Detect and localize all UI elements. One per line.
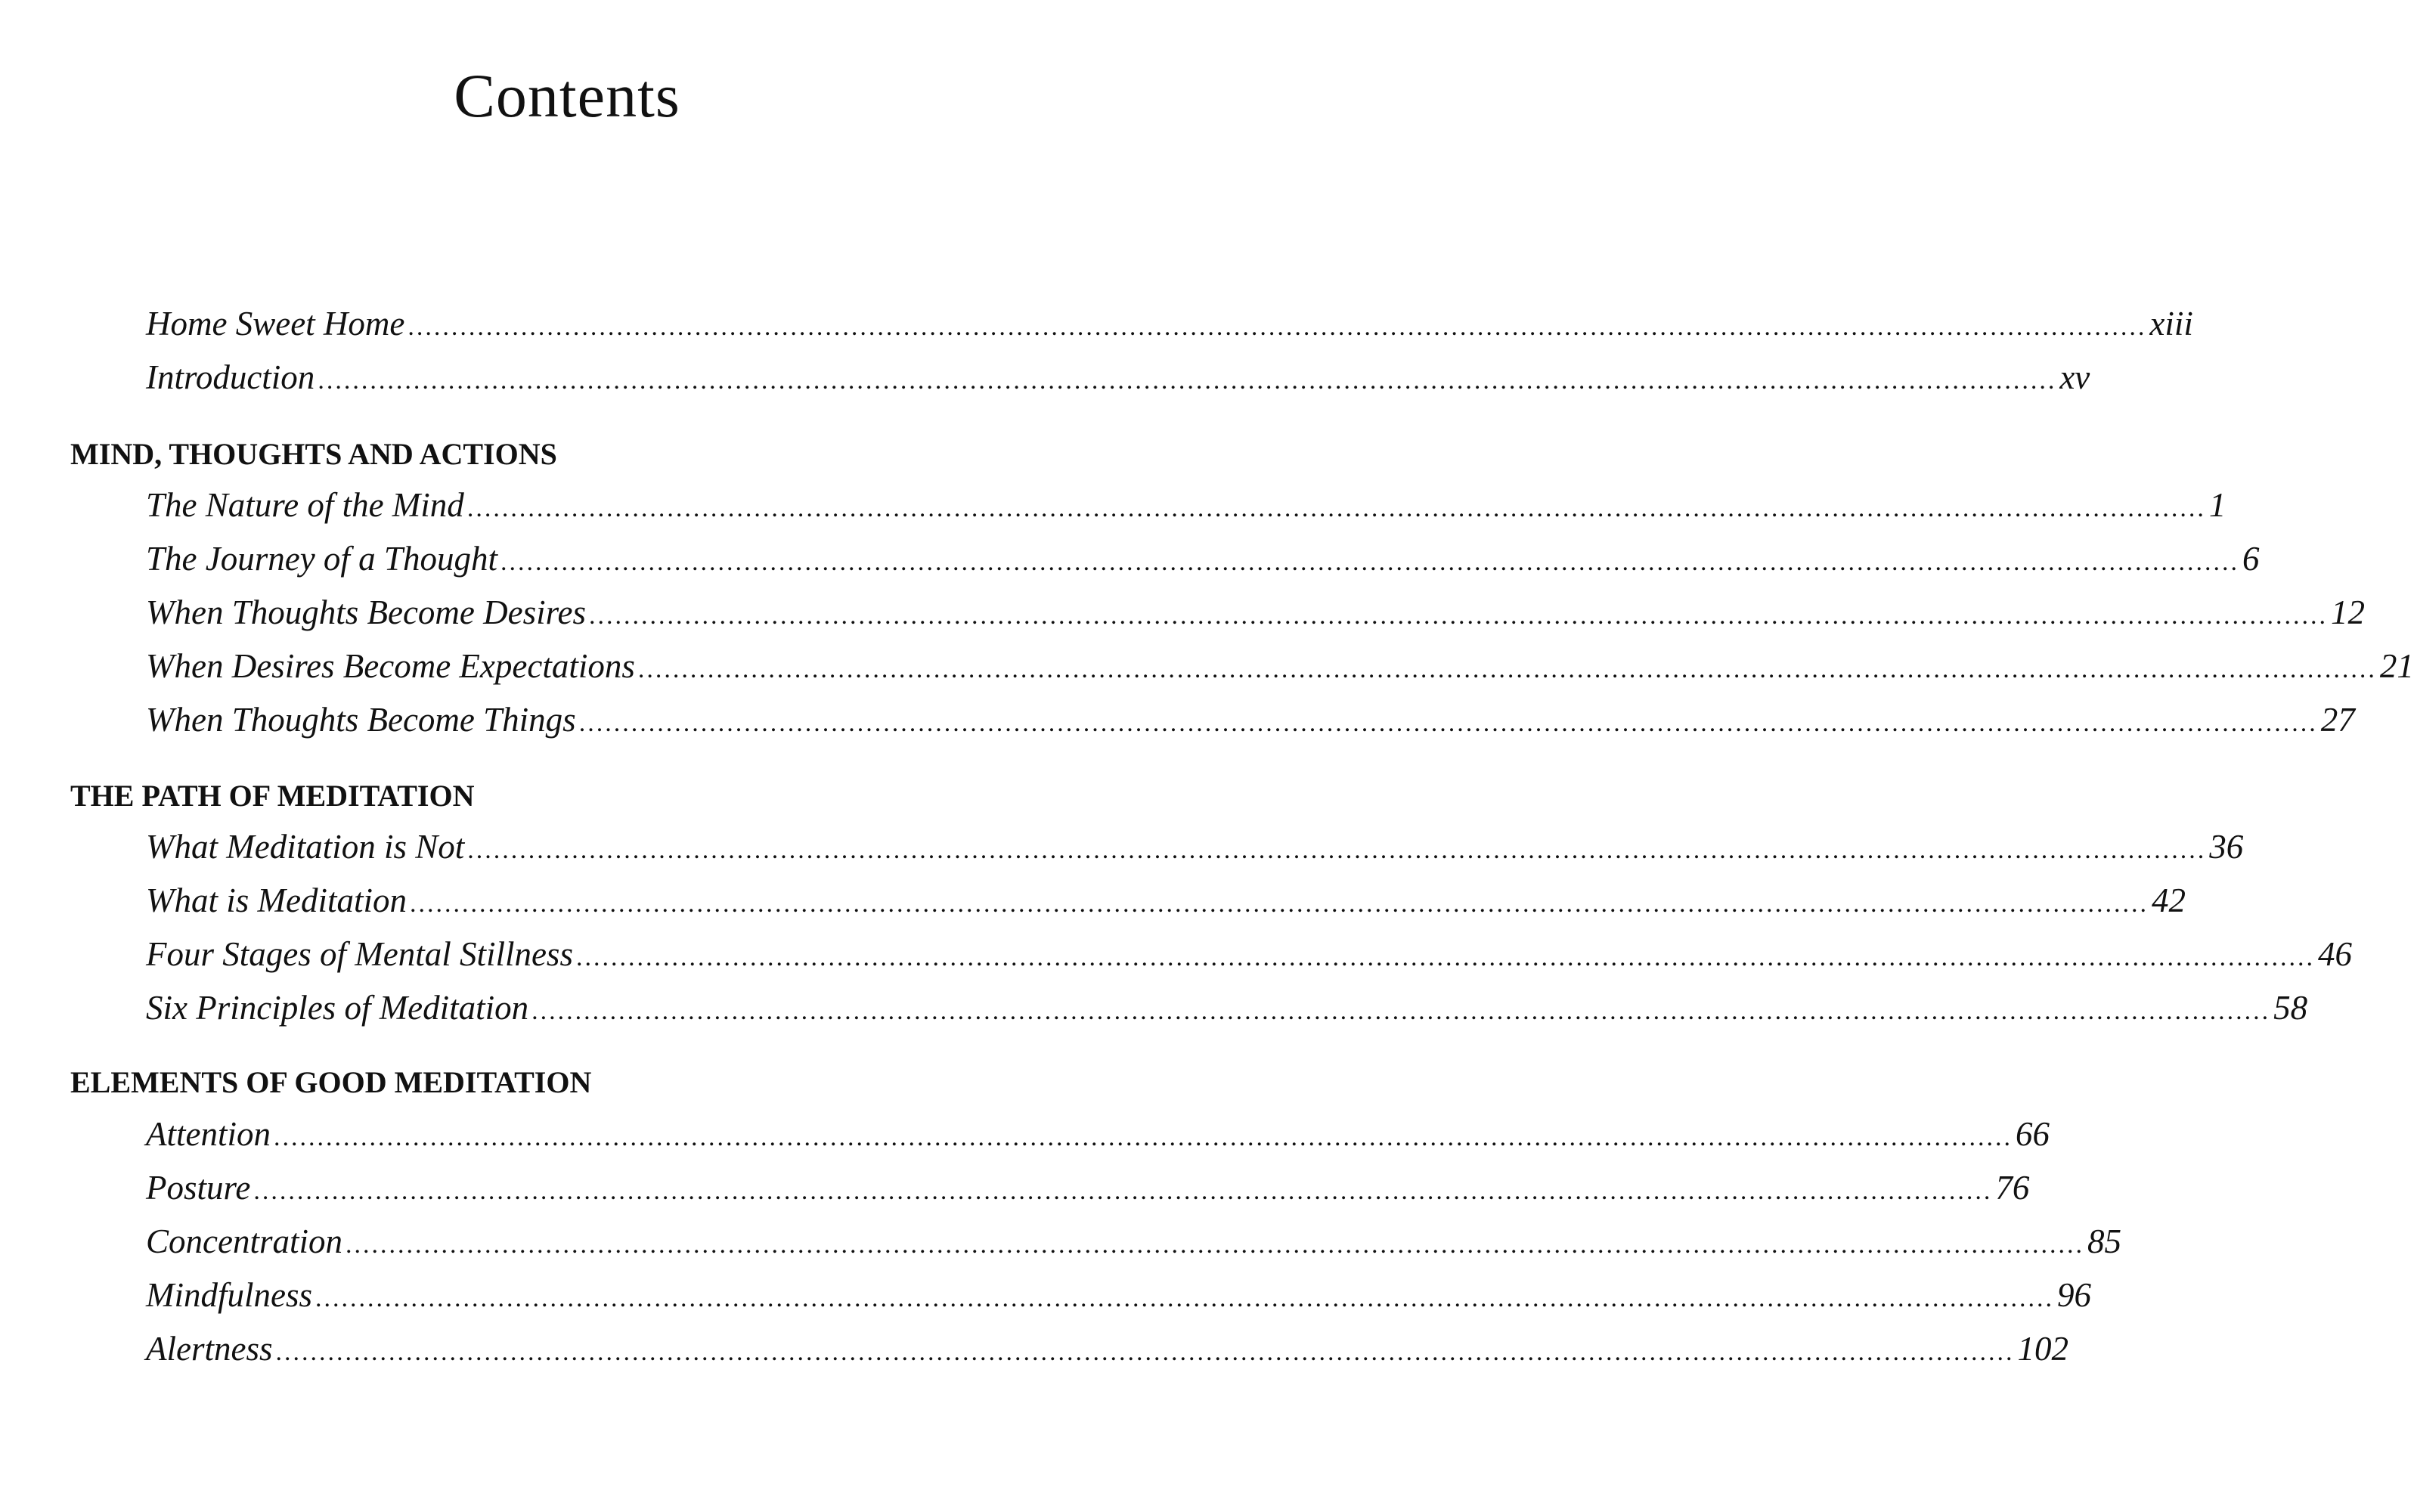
toc-entry[interactable] — [146, 646, 2414, 689]
dot-leader: ........................................................................................................................................................................................................ — [637, 655, 2377, 683]
toc-entry-page: 102 — [2017, 1330, 2068, 1368]
toc-entry-title: Four Stages of Mental Stillness — [146, 935, 573, 973]
toc-entry-page: 6 — [2242, 540, 2260, 578]
toc-entry-page: 85 — [2087, 1222, 2121, 1260]
toc-entry-page: 76 — [1995, 1169, 2030, 1207]
page-title: Contents — [454, 61, 680, 130]
dot-leader: ........................................................................................................................................................................................................ — [273, 1123, 2013, 1151]
dot-leader: ........................................................................................................................................................................................................ — [315, 1284, 2054, 1312]
toc-entry-page: 66 — [2015, 1115, 2050, 1153]
dot-leader: ........................................................................................................................................................................................................ — [253, 1177, 1993, 1205]
toc-entry-title: Alertness — [146, 1330, 273, 1368]
toc-entry-title: What is Meditation — [146, 881, 407, 919]
dot-leader: ........................................................................................................................................................................................................ — [318, 367, 2057, 395]
dot-leader: ........................................................................................................................................................................................................ — [345, 1231, 2084, 1259]
toc-entry[interactable] — [146, 485, 2227, 528]
toc-entry-home-sweet-home[interactable] — [146, 304, 2193, 346]
toc-entry[interactable] — [146, 539, 2260, 581]
toc-entry-title: Attention — [146, 1115, 271, 1153]
toc-entry[interactable] — [146, 1329, 2068, 1371]
toc-entry[interactable] — [146, 934, 2352, 977]
dot-leader: ........................................................................................................................................................................................................ — [407, 313, 2147, 341]
toc-entry-title: Concentration — [146, 1222, 342, 1260]
dot-leader: ........................................................................................................................................................................................................ — [575, 943, 2315, 971]
section-heading: ELEMENTS OF GOOD MEDITATION — [70, 1065, 592, 1099]
toc-entry[interactable] — [146, 827, 2244, 869]
toc-entry-page: 1 — [2208, 486, 2227, 524]
toc-entry-title: When Thoughts Become Desires — [146, 593, 586, 631]
toc-entry-page: 42 — [2151, 881, 2186, 919]
dot-leader: ........................................................................................................................................................................................................ — [409, 890, 2149, 918]
dot-leader: ........................................................................................................................................................................................................ — [588, 602, 2328, 630]
toc-entry-title: When Desires Become Expectations — [146, 647, 635, 685]
toc-entry-title: The Journey of a Thought — [146, 540, 497, 578]
toc-entry-title: The Nature of the Mind — [146, 486, 464, 524]
toc-entry-title: Six Principles of Meditation — [146, 989, 529, 1027]
toc-entry-introduction[interactable] — [146, 358, 2090, 400]
toc-entry-title: What Meditation is Not — [146, 828, 465, 866]
toc-entry-title: Mindfulness — [146, 1276, 312, 1314]
toc-entry[interactable] — [146, 881, 2186, 923]
toc-entry-page: xv — [2059, 358, 2090, 396]
toc-entry-title: Posture — [146, 1169, 251, 1207]
section-heading: MIND, THOUGHTS AND ACTIONS — [70, 437, 557, 471]
toc-entry-title: Home Sweet Home — [146, 305, 405, 342]
toc-entry-page: 96 — [2057, 1276, 2091, 1314]
toc-entry-page: 58 — [2273, 989, 2308, 1027]
toc-entry[interactable] — [146, 700, 2355, 742]
toc-entry-title: Introduction — [146, 358, 315, 396]
dot-leader: ........................................................................................................................................................................................................ — [578, 709, 2318, 737]
dot-leader: ........................................................................................................................................................................................................ — [467, 836, 2207, 864]
dot-leader: ........................................................................................................................................................................................................ — [531, 997, 2271, 1025]
toc-entry-page: 36 — [2209, 828, 2244, 866]
toc-entry-page: 12 — [2330, 593, 2365, 631]
toc-entry[interactable] — [146, 1222, 2121, 1264]
toc-entry[interactable] — [146, 988, 2308, 1030]
dot-leader: ........................................................................................................................................................................................................ — [275, 1338, 2015, 1366]
toc-entry-page: xiii — [2149, 305, 2193, 342]
dot-leader: ........................................................................................................................................................................................................ — [466, 494, 2206, 522]
toc-entry[interactable] — [146, 593, 2365, 635]
section-heading: THE PATH OF MEDITATION — [70, 779, 475, 813]
toc-entry-page: 27 — [2320, 701, 2355, 739]
toc-entry[interactable] — [146, 1114, 2050, 1157]
toc-entry-title: When Thoughts Become Things — [146, 701, 576, 739]
toc-entry[interactable] — [146, 1168, 2030, 1210]
toc-entry-page: 46 — [2317, 935, 2352, 973]
dot-leader: ........................................................................................................................................................................................................ — [500, 548, 2239, 576]
toc-entry-page: 21 — [2379, 647, 2414, 685]
toc-entry[interactable] — [146, 1275, 2091, 1318]
